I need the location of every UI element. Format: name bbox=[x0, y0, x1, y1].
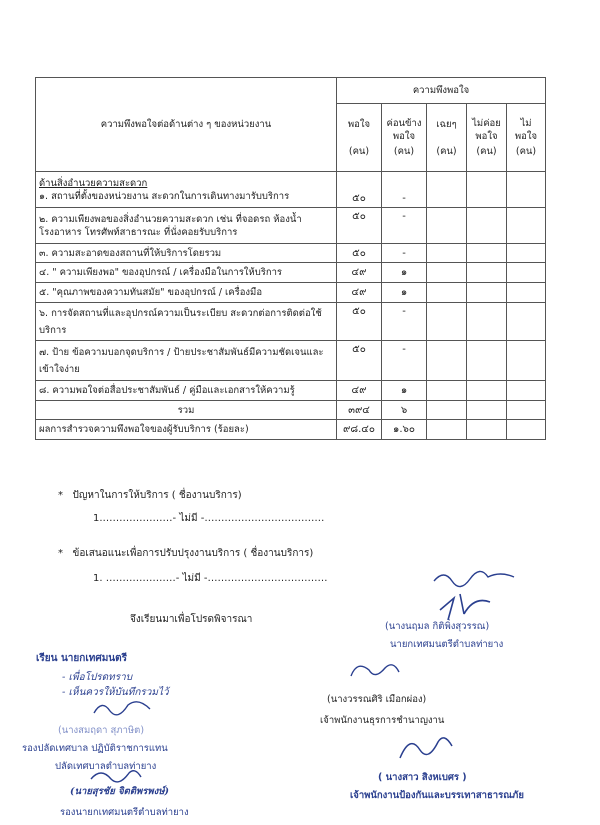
cell-satisfied: ๔๙ bbox=[337, 381, 382, 401]
cell-fairly: - bbox=[382, 303, 427, 341]
cell-fairly: - bbox=[382, 341, 427, 381]
total-row bbox=[36, 401, 546, 420]
table-row bbox=[36, 172, 546, 208]
memo-line2: - เห็นควรให้บันทึกรวมไว้ bbox=[62, 687, 169, 698]
result-fairly: ๑.๖๐ bbox=[382, 420, 427, 440]
cell-satisfied: ๕๐ bbox=[337, 303, 382, 341]
cell-satisfied: ๕๐ bbox=[337, 244, 382, 263]
total-label: รวม bbox=[36, 401, 337, 420]
row-label: ๗. ป้าย ข้อความบอกจุดบริการ / ป้ายประชาสัมพันธ์มีความชัดเจนและ bbox=[39, 346, 324, 358]
sign1-name: (นางนฤมล กิติพิ่งสุวรรณ) bbox=[385, 621, 490, 632]
memo-to: เรียน นายกเทศมนตรี bbox=[36, 653, 127, 664]
sign4-position2: ปลัดเทศบาลตำบลท่ายาง bbox=[55, 761, 157, 772]
cell-fairly: - bbox=[382, 244, 427, 263]
signature-mark bbox=[390, 728, 460, 766]
cell-satisfied: ๔๙ bbox=[337, 283, 382, 303]
total-fairly: ๖ bbox=[382, 401, 427, 420]
table-row bbox=[36, 208, 546, 244]
cell-satisfied: ๕๐ bbox=[337, 341, 382, 381]
signature-mark bbox=[88, 695, 158, 723]
row-label: ๖. การจัดสถานที่และอุปกรณ์ความเป็นระเบียบ สะดวกต่อการติดต่อใช้ bbox=[39, 307, 322, 319]
sign3-name: ( นางสาว สิงหเบศร ) bbox=[378, 772, 467, 783]
col-header-3: เฉยๆ (คน) bbox=[427, 104, 467, 172]
row-label: ๔. " ความเพียงพอ" ของอุปกรณ์ / เครื่องมือในการให้บริการ bbox=[36, 263, 337, 283]
category-label: ด้านสิ่งอำนวยความสะดวก bbox=[39, 177, 148, 189]
sign5-position: รองนายกเทศมนตรีตำบลท่ายาง bbox=[60, 807, 189, 818]
sign5-name: (นายสุรชัย จิตติพรพงษ์) bbox=[70, 786, 170, 797]
satisfaction-table bbox=[35, 77, 546, 440]
sign4-name: (นางสมฤดา สุภาษิต) bbox=[58, 725, 145, 736]
table-row bbox=[36, 244, 546, 263]
row-label: ๒. ความเพียงพอของสิ่งอำนวยความสะดวก เช่น ที่จอดรถ ห้องน้ำ bbox=[39, 213, 302, 225]
row-label: ๑. สถานที่ตั้งของหน่วยงาน สะดวกในการเดินทางมารับบริการ bbox=[39, 190, 290, 202]
cell-fairly: - bbox=[382, 208, 427, 244]
result-row bbox=[36, 420, 546, 440]
sign4-position: รองปลัดเทศบาล ปฏิบัติราชการแทน bbox=[22, 743, 168, 754]
header-group: ความพึงพอใจ bbox=[337, 78, 546, 104]
cell-fairly: - bbox=[382, 172, 427, 208]
cell-satisfied: ๕๐ bbox=[337, 208, 382, 244]
problems-title: * ปัญหาในการให้บริการ ( ชื่องานบริการ) bbox=[58, 490, 242, 501]
table-row bbox=[36, 303, 546, 341]
result-label: ผลการสำรวจความพึงพอใจของผู้รับบริการ (ร้อยละ) bbox=[36, 420, 337, 440]
sign1-position: นายกเทศมนตรีตำบลท่ายาง bbox=[390, 639, 504, 650]
suggestions-title: * ข้อเสนอแนะเพื่อการปรับปรุงงานบริการ ( ชื่องานบริการ) bbox=[58, 548, 314, 559]
cell-fairly: ๑ bbox=[382, 283, 427, 303]
sign2-name: (นางวรรณศิริ เมือกผ่อง) bbox=[327, 694, 427, 705]
row-label-cont: โรงอาหาร โทรศัพท์สาธารณะ ที่นั่งคอยรับบริการ bbox=[39, 226, 238, 238]
suggestions-item: 1. …………………- ไม่มี -……………………………… bbox=[93, 573, 328, 584]
cell-satisfied: ๕๐ bbox=[337, 172, 382, 208]
row-label: ๓. ความสะอาดของสถานที่ให้บริการโดยรวม bbox=[36, 244, 337, 263]
signature-mark bbox=[345, 656, 405, 686]
row-label: ๘. ความพอใจต่อสื่อประชาสัมพันธ์ / คู่มือและเอกสารให้ความรู้ bbox=[36, 381, 337, 401]
col-header-1: พอใจ (คน) bbox=[337, 104, 382, 172]
col-header-4: ไม่ค่อย พอใจ (คน) bbox=[467, 104, 507, 172]
cell-fairly: ๑ bbox=[382, 381, 427, 401]
col-header-2: ค่อนข้าง พอใจ (คน) bbox=[382, 104, 427, 172]
cell-satisfied: ๔๙ bbox=[337, 263, 382, 283]
row-label-cont: บริการ bbox=[39, 324, 67, 336]
problems-item: 1.…………………- ไม่มี -……………………………… bbox=[93, 513, 325, 524]
result-satisfied: ๙๘.๔๐ bbox=[337, 420, 382, 440]
header-main: ความพึงพอใจต่อด้านต่าง ๆ ของหน่วยงาน bbox=[36, 78, 337, 172]
total-satisfied: ๓๙๔ bbox=[337, 401, 382, 420]
row-label-cont: เข้าใจง่าย bbox=[39, 363, 80, 375]
table-row bbox=[36, 283, 546, 303]
table-row bbox=[36, 341, 546, 381]
signature-mark bbox=[430, 565, 520, 591]
col-header-5: ไม่ พอใจ (คน) bbox=[507, 104, 546, 172]
sign3-position: เจ้าพนักงานป้องกันและบรรเทาสาธารณภัย bbox=[350, 790, 524, 801]
table-row bbox=[36, 263, 546, 283]
memo-line1: - เพื่อโปรดทราบ bbox=[62, 672, 133, 683]
closing-text: จึงเรียนมาเพื่อโปรดพิจารณา bbox=[130, 614, 253, 625]
row-label: ๕. "คุณภาพของความทันสมัย" ของอุปกรณ์ / เครื่องมือ bbox=[36, 283, 337, 303]
sign2-position: เจ้าพนักงานธุรการชำนาญงาน bbox=[320, 715, 445, 726]
cell-fairly: ๑ bbox=[382, 263, 427, 283]
table-row bbox=[36, 381, 546, 401]
